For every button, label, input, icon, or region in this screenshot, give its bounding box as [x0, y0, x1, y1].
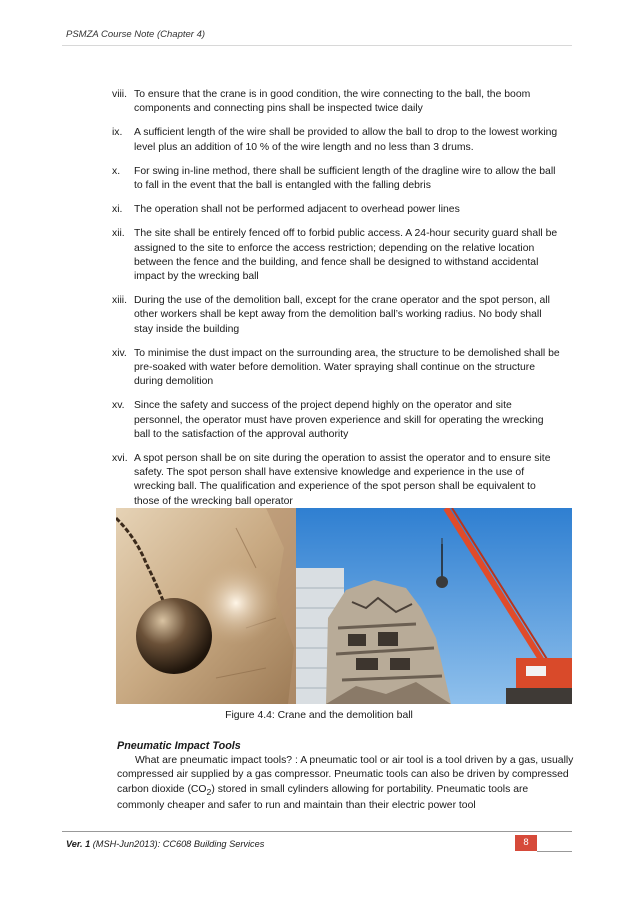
list-item-text: For swing in-line method, there shall be sufficient length of the dragline wire to allow the ball to fall in the event that the ball is entangled with the falling debris	[134, 165, 556, 192]
list-item-text: The operation shall not be performed adjacent to overhead power lines	[134, 204, 460, 216]
footer-divider	[62, 831, 572, 832]
list-item-text: To minimise the dust impact on the surrounding area, the structure to be demolished shall be pre-soaked with water before demolition. Water spraying shall continue on the structure during demolition	[134, 347, 560, 388]
list-item-number: xii.	[112, 228, 125, 240]
list-item-number: viii.	[112, 89, 128, 100]
paragraph-text-b: ) stored in small cylinders allowing for portability. Pneumatic tools are commonly cheaper and safer to run and maintain than their electric power tool	[117, 783, 529, 811]
list-item	[112, 88, 560, 116]
list-item-text: The site shall be entirely fenced off to forbid public access. A 24-hour security guard shall be assigned to the site to enforce the access restriction; depending on the relative location between the fence and the building, and fence shall be designed to withstand accidental impact by the wrecking ball	[134, 228, 558, 283]
safety-requirements-list	[112, 88, 560, 519]
list-item-number: xiv.	[112, 347, 127, 359]
list-item-text: A sufficient length of the wire shall be provided to allow the ball to drop to the lowest working level plus an addition of 10 % of the wire length and no less than 3 drums.	[134, 127, 558, 153]
paragraph-lead: What are pneumatic impact tools? :	[135, 755, 301, 766]
list-item-number: ix.	[112, 127, 123, 139]
list-item	[112, 227, 560, 284]
list-item-text: A spot person shall be on site during the operation to assist the operator and to ensure site safety. The spot person shall have extensive knowledge and experience in the use of wrecking ball. The qualification and experience of the spot person shall be equivalent to those of the wrecking ball operator	[134, 453, 551, 507]
footer-tab-line	[537, 835, 572, 852]
demolition-ball-icon	[436, 576, 448, 588]
header-divider	[62, 45, 572, 46]
running-header: PSMZA Course Note (Chapter 4)	[66, 29, 206, 40]
list-item-text: Since the safety and success of the project depend highly on the operator and site personnel, the operator must have proven experience and skill for operating the wrecking ball to the satisfaction of the approval authority	[134, 400, 544, 440]
section-title: Pneumatic Impact Tools	[117, 740, 241, 752]
list-item	[112, 203, 560, 217]
crane-demolition-illustration	[116, 508, 572, 704]
list-item	[112, 126, 560, 154]
list-item	[112, 452, 560, 509]
list-item-text: During the use of the demolition ball, except for the crane operator and the spot person, all other workers shall be kept away from the demolition ball’s working radius. No body shall stay inside the building	[134, 295, 550, 335]
running-footer	[66, 839, 264, 849]
list-item-number: xi.	[112, 204, 123, 216]
section-paragraph	[117, 754, 575, 813]
footer-details: (MSH-Jun2013): CC608 Building Services	[90, 839, 265, 849]
subscript: 2	[206, 786, 212, 797]
list-item	[112, 347, 560, 390]
list-item	[112, 294, 560, 337]
crane-demolition-figure	[116, 508, 572, 704]
list-item-number: x.	[112, 165, 121, 177]
page-number: 8	[515, 835, 537, 851]
footer-version: Ver. 1	[66, 839, 91, 849]
list-item	[112, 399, 560, 442]
figure-caption: Figure 4.4: Crane and the demolition ball	[225, 710, 413, 721]
list-item-number: xvi.	[112, 453, 128, 465]
paragraph-text-a: A pneumatic tool or air tool is a tool driven by a gas, usually compressed air supplied by a gas compressor. Pneumatic tools can also be driven by compressed carbon dioxide (CO	[117, 755, 574, 795]
list-item	[112, 165, 560, 193]
wrecking-ball-icon	[136, 598, 212, 674]
list-item-number: xiii.	[112, 295, 128, 307]
list-item-number: xv.	[112, 400, 125, 412]
list-item-text: To ensure that the crane is in good condition, the wire connecting to the ball, the boom components and connecting pins shall be inspected twice daily	[134, 89, 531, 115]
